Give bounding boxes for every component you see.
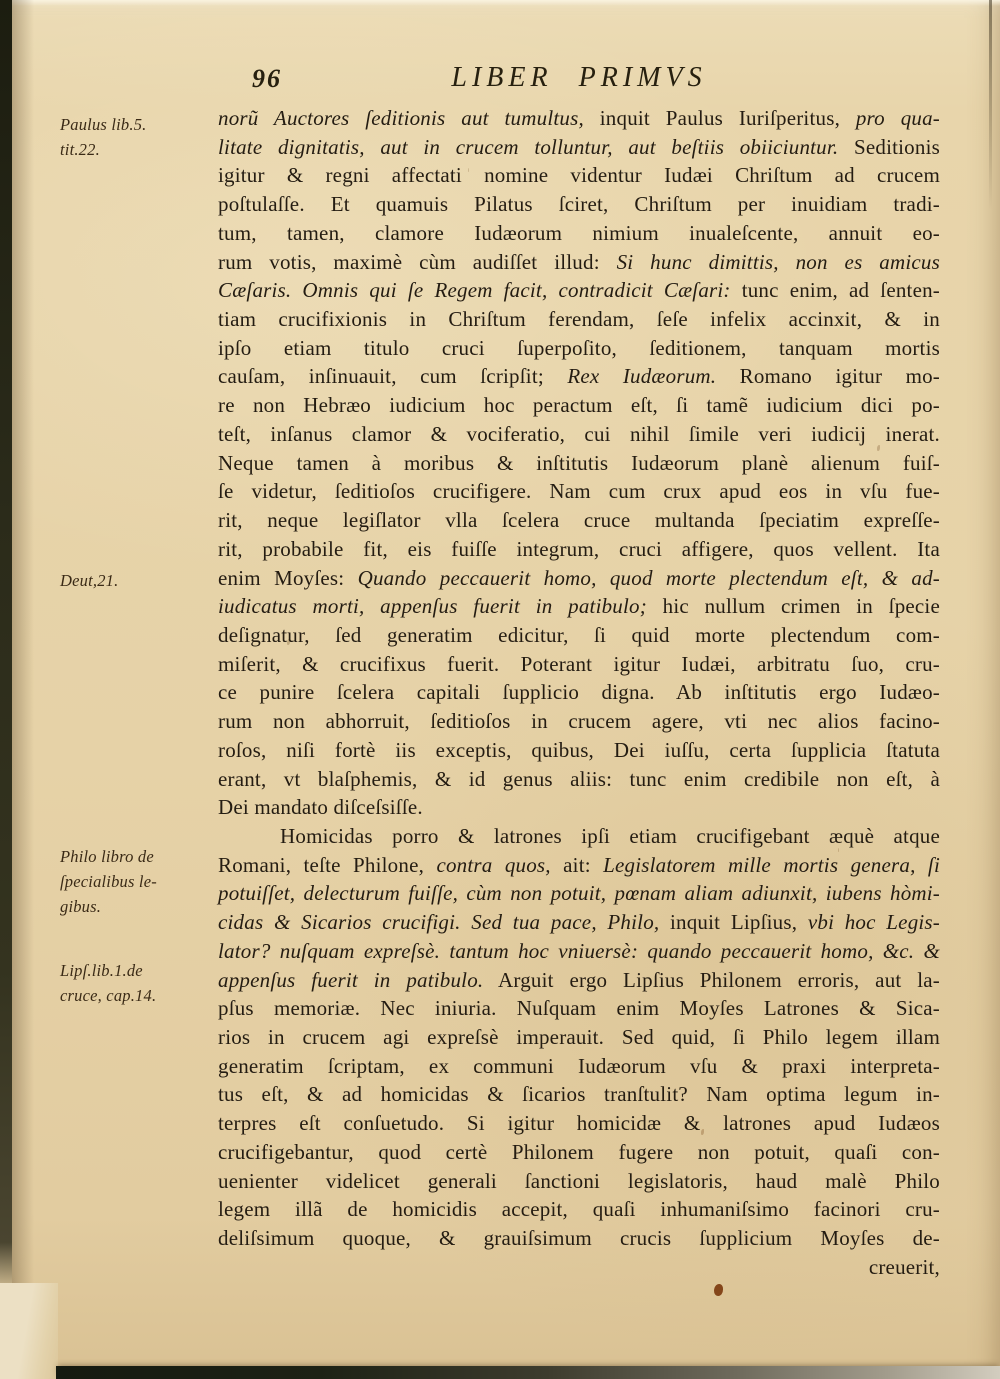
body-segment: rit, neque legiſlator vlla ſcelera cruce multanda ſpeciatim expreſſe- xyxy=(218,508,940,533)
margin-note-line: ſpecialibus le- xyxy=(60,872,157,891)
body-line xyxy=(218,248,940,277)
body-line xyxy=(218,592,940,621)
body-segment-italic: Quando peccauerit homo, quod morte plectendum eſt, & ad- xyxy=(357,565,940,590)
body-segment-italic: Cæſaris. Omnis qui ſe Regem facit, contradicit Cæſari: xyxy=(218,278,731,303)
body-segment-italic: cidas & Sicarios crucifigi. Sed tua pace, Philo, xyxy=(218,910,660,935)
body-line xyxy=(218,1023,940,1052)
body-segment: Dei mandato diſceſsiſſe. xyxy=(218,795,423,820)
body-line xyxy=(218,362,940,391)
body-line xyxy=(218,334,940,363)
body-line xyxy=(218,707,940,736)
body-segment-italic: Legislatorem mille mortis genera, ſi xyxy=(603,852,940,877)
body-line xyxy=(218,851,940,880)
body-segment: roſos, niſi fortè iis exceptis, quibus, Dei iuſſu, certa ſupplicia ſtatuta xyxy=(218,737,940,762)
page-bottom-edge-shadow xyxy=(56,1366,1000,1379)
margin-note-line: Lipſ.lib.1.de xyxy=(60,961,143,980)
body-segment: Seditionis xyxy=(838,134,940,159)
body-segment: poſtulaſſe. Et quamuis Pilatus ſciret, Chriſtum per inuidiam tradi- xyxy=(218,192,940,217)
page-number: 96 xyxy=(252,64,282,93)
body-segment-italic: Rex Iudæorum. xyxy=(567,364,717,389)
body-line xyxy=(218,736,940,765)
body-line xyxy=(218,133,940,162)
body-segment: inquit Lipſius, xyxy=(659,910,808,935)
body-line xyxy=(218,391,940,420)
body-line xyxy=(218,822,940,851)
body-segment: creuerit, xyxy=(868,1254,940,1279)
paper-stain xyxy=(714,1284,723,1296)
body-line xyxy=(218,879,940,908)
body-segment: tum, tamen, clamore Iudæorum nimium inualeſcente, annuit eo- xyxy=(218,220,940,245)
body-line xyxy=(218,678,940,707)
body-segment: rit, probabile fit, eis fuiſſe integrum, cruci affigere, quos vellent. Ita xyxy=(218,536,940,561)
body-segment: Romano igitur mo- xyxy=(716,364,940,389)
margin-note-line: cruce, cap.14. xyxy=(60,986,157,1005)
body-line xyxy=(218,1167,940,1196)
body-segment: tunc enim, ad ſenten- xyxy=(730,278,940,303)
running-title: LIBER PRIMVS xyxy=(451,62,707,93)
body-line xyxy=(218,1195,940,1224)
body-segment-italic: norũ Auctores ſeditionis aut tumultus, xyxy=(218,106,584,130)
body-segment: rum votis, maximè cùm audiſſet illud: xyxy=(218,249,617,274)
body-line xyxy=(218,219,940,248)
margin-note-deut xyxy=(60,568,214,593)
body-segment: terpres eſt conſuetudo. Si igitur homicidæ & latrones apud Iudæos xyxy=(218,1111,940,1136)
body-segment-italic: litate dignitatis, aut in crucem tolluntur, aut beſtiis obiiciuntur. xyxy=(218,134,839,159)
body-line xyxy=(218,621,940,650)
body-segment: pſus memoriæ. Nec iniuria. Nuſquam enim Moyſes Latrones & Sica- xyxy=(218,996,940,1021)
body-segment-italic: contra quos, xyxy=(436,852,551,877)
body-line xyxy=(218,104,940,133)
body-line xyxy=(218,1138,940,1167)
body-segment: enim Moyſes: xyxy=(218,565,358,590)
page-right-edge-line xyxy=(989,0,992,210)
body-segment-italic: lator? nuſquam expreſsè. tantum hoc vniuersè: quando peccauerit homo, &c. & xyxy=(218,938,940,963)
margin-note-paulus xyxy=(60,112,214,162)
body-segment: hic nullum crimen in ſpecie xyxy=(646,594,940,619)
margin-note-lipsius xyxy=(60,958,214,1008)
body-segment: ipſo etiam titulo cruci ſuperpoſito, ſeditionem, tanquam mortis xyxy=(218,335,940,360)
page-left-edge-shadow xyxy=(0,0,12,1294)
body-text xyxy=(218,104,940,1281)
margin-note-line: tit.22. xyxy=(60,140,100,159)
body-segment: tus eſt, & ad homicidas & ſicarios tranſtulit? Nam optima legum in- xyxy=(218,1082,940,1107)
body-segment: miſerit, & crucifixus fuerit. Poterant igitur Iudæi, arbitratu ſuo, cru- xyxy=(218,651,940,676)
page-corner-bottom-left xyxy=(0,1283,58,1379)
body-line xyxy=(218,650,940,679)
body-line xyxy=(218,506,940,535)
body-segment: re non Hebræo iudicium hoc peractum eſt, ſi tamẽ iudicium dici po- xyxy=(218,393,940,418)
body-line xyxy=(218,305,940,334)
body-segment: igitur & regni affectati nomine videntur Iudæi Chriſtum ad crucem xyxy=(218,163,940,188)
body-segment: deſignatur, ſed generatim edicitur, ſi quid morte plectendum com- xyxy=(218,622,940,647)
body-segment: Homicidas porro & latrones ipſi etiam crucifigebant æquè atque xyxy=(280,823,940,848)
body-segment: ait: xyxy=(550,852,604,877)
body-segment: Arguit ergo Lipſius Philonem erroris, aut la- xyxy=(483,967,940,992)
body-segment: cauſam, inſinuauit, cum ſcripſit; xyxy=(218,364,568,389)
body-segment-italic: pro qua- xyxy=(855,106,940,130)
body-segment: rum non abhorruit, ſeditioſos in crucem agere, vti nec alios facino- xyxy=(218,709,940,734)
body-segment: ſe videtur, ſeditioſos crucifigere. Nam cum crux apud eos in vſu fue- xyxy=(218,479,940,504)
body-line xyxy=(218,908,940,937)
body-line xyxy=(218,966,940,995)
body-segment: rios in crucem agi expreſsè imperauit. Sed quid, ſi Philo legem illam xyxy=(218,1025,940,1049)
body-segment: legem illã de homicidis accepit, quaſi inhumaniſsimo facinori cru- xyxy=(218,1197,940,1222)
margin-note-line: Philo libro de xyxy=(60,847,154,866)
body-segment-italic: appenſus fuerit in patibulo. xyxy=(218,967,484,992)
body-line xyxy=(218,477,940,506)
body-segment: Romani, teſte Philone, xyxy=(218,852,437,877)
body-line xyxy=(218,564,940,593)
body-line xyxy=(218,1052,940,1081)
margin-note-line: gibus. xyxy=(60,897,102,916)
body-segment: inquit Paulus Iuriſperitus, xyxy=(583,106,856,130)
margin-note-line: Paulus lib.5. xyxy=(60,115,147,134)
body-line xyxy=(218,765,940,794)
body-segment-italic: potuiſſet, delecturum fuiſſe, cùm non potuit, pœnam aliam adiunxit, iubens hòmi- xyxy=(218,881,940,906)
body-line xyxy=(218,190,940,219)
body-segment: erant, vt blaſphemis, & id genus aliis: tunc enim credibile non eſt, à xyxy=(218,766,940,791)
page-left-edge-soft xyxy=(12,0,34,1294)
body-line xyxy=(218,420,940,449)
body-line xyxy=(218,161,940,190)
page-top-edge xyxy=(0,0,1000,6)
body-segment: Neque tamen à moribus & inſtitutis Iudæorum planè alienum fuiſ- xyxy=(218,450,940,475)
body-line xyxy=(218,1253,940,1282)
body-line xyxy=(218,449,940,478)
body-segment: crucifigebantur, quod certè Philonem fugere non potuit, quaſi con- xyxy=(218,1139,940,1164)
body-line xyxy=(218,1109,940,1138)
body-segment: deliſsimum quoque, & grauiſsimum crucis ſupplicium Moyſes de- xyxy=(218,1226,940,1251)
margin-note-philo xyxy=(60,844,214,919)
body-segment-italic: iudicatus morti, appenſus fuerit in patibulo; xyxy=(218,594,647,619)
body-line xyxy=(218,793,940,822)
body-segment: ce punire ſcelera capitali ſupplicio digna. Ab inſtitutis ergo Iudæo- xyxy=(218,680,940,705)
margin-note-line: Deut,21. xyxy=(60,571,119,590)
body-line xyxy=(218,994,940,1023)
body-line xyxy=(218,1080,940,1109)
body-segment: teſt, inſanus clamor & vociferatio, cui nihil ſimile veri iudicij inerat. xyxy=(218,421,940,446)
body-line xyxy=(218,535,940,564)
body-segment-italic: vbi hoc Legis- xyxy=(807,910,940,935)
body-segment: tiam crucifixionis in Chriſtum ferendam, ſeſe infelix accinxit, & in xyxy=(218,307,940,332)
body-segment: generatim ſcriptam, ex communi Iudæorum vſu & praxi interpreta- xyxy=(218,1053,940,1078)
body-line xyxy=(218,276,940,305)
body-line xyxy=(218,937,940,966)
body-segment: uenienter videlicet generali ſanctioni legislatoris, haud malè Philo xyxy=(218,1168,940,1193)
body-segment-italic: Si hunc dimittis, non es amicus xyxy=(616,249,940,274)
body-line xyxy=(218,1224,940,1253)
